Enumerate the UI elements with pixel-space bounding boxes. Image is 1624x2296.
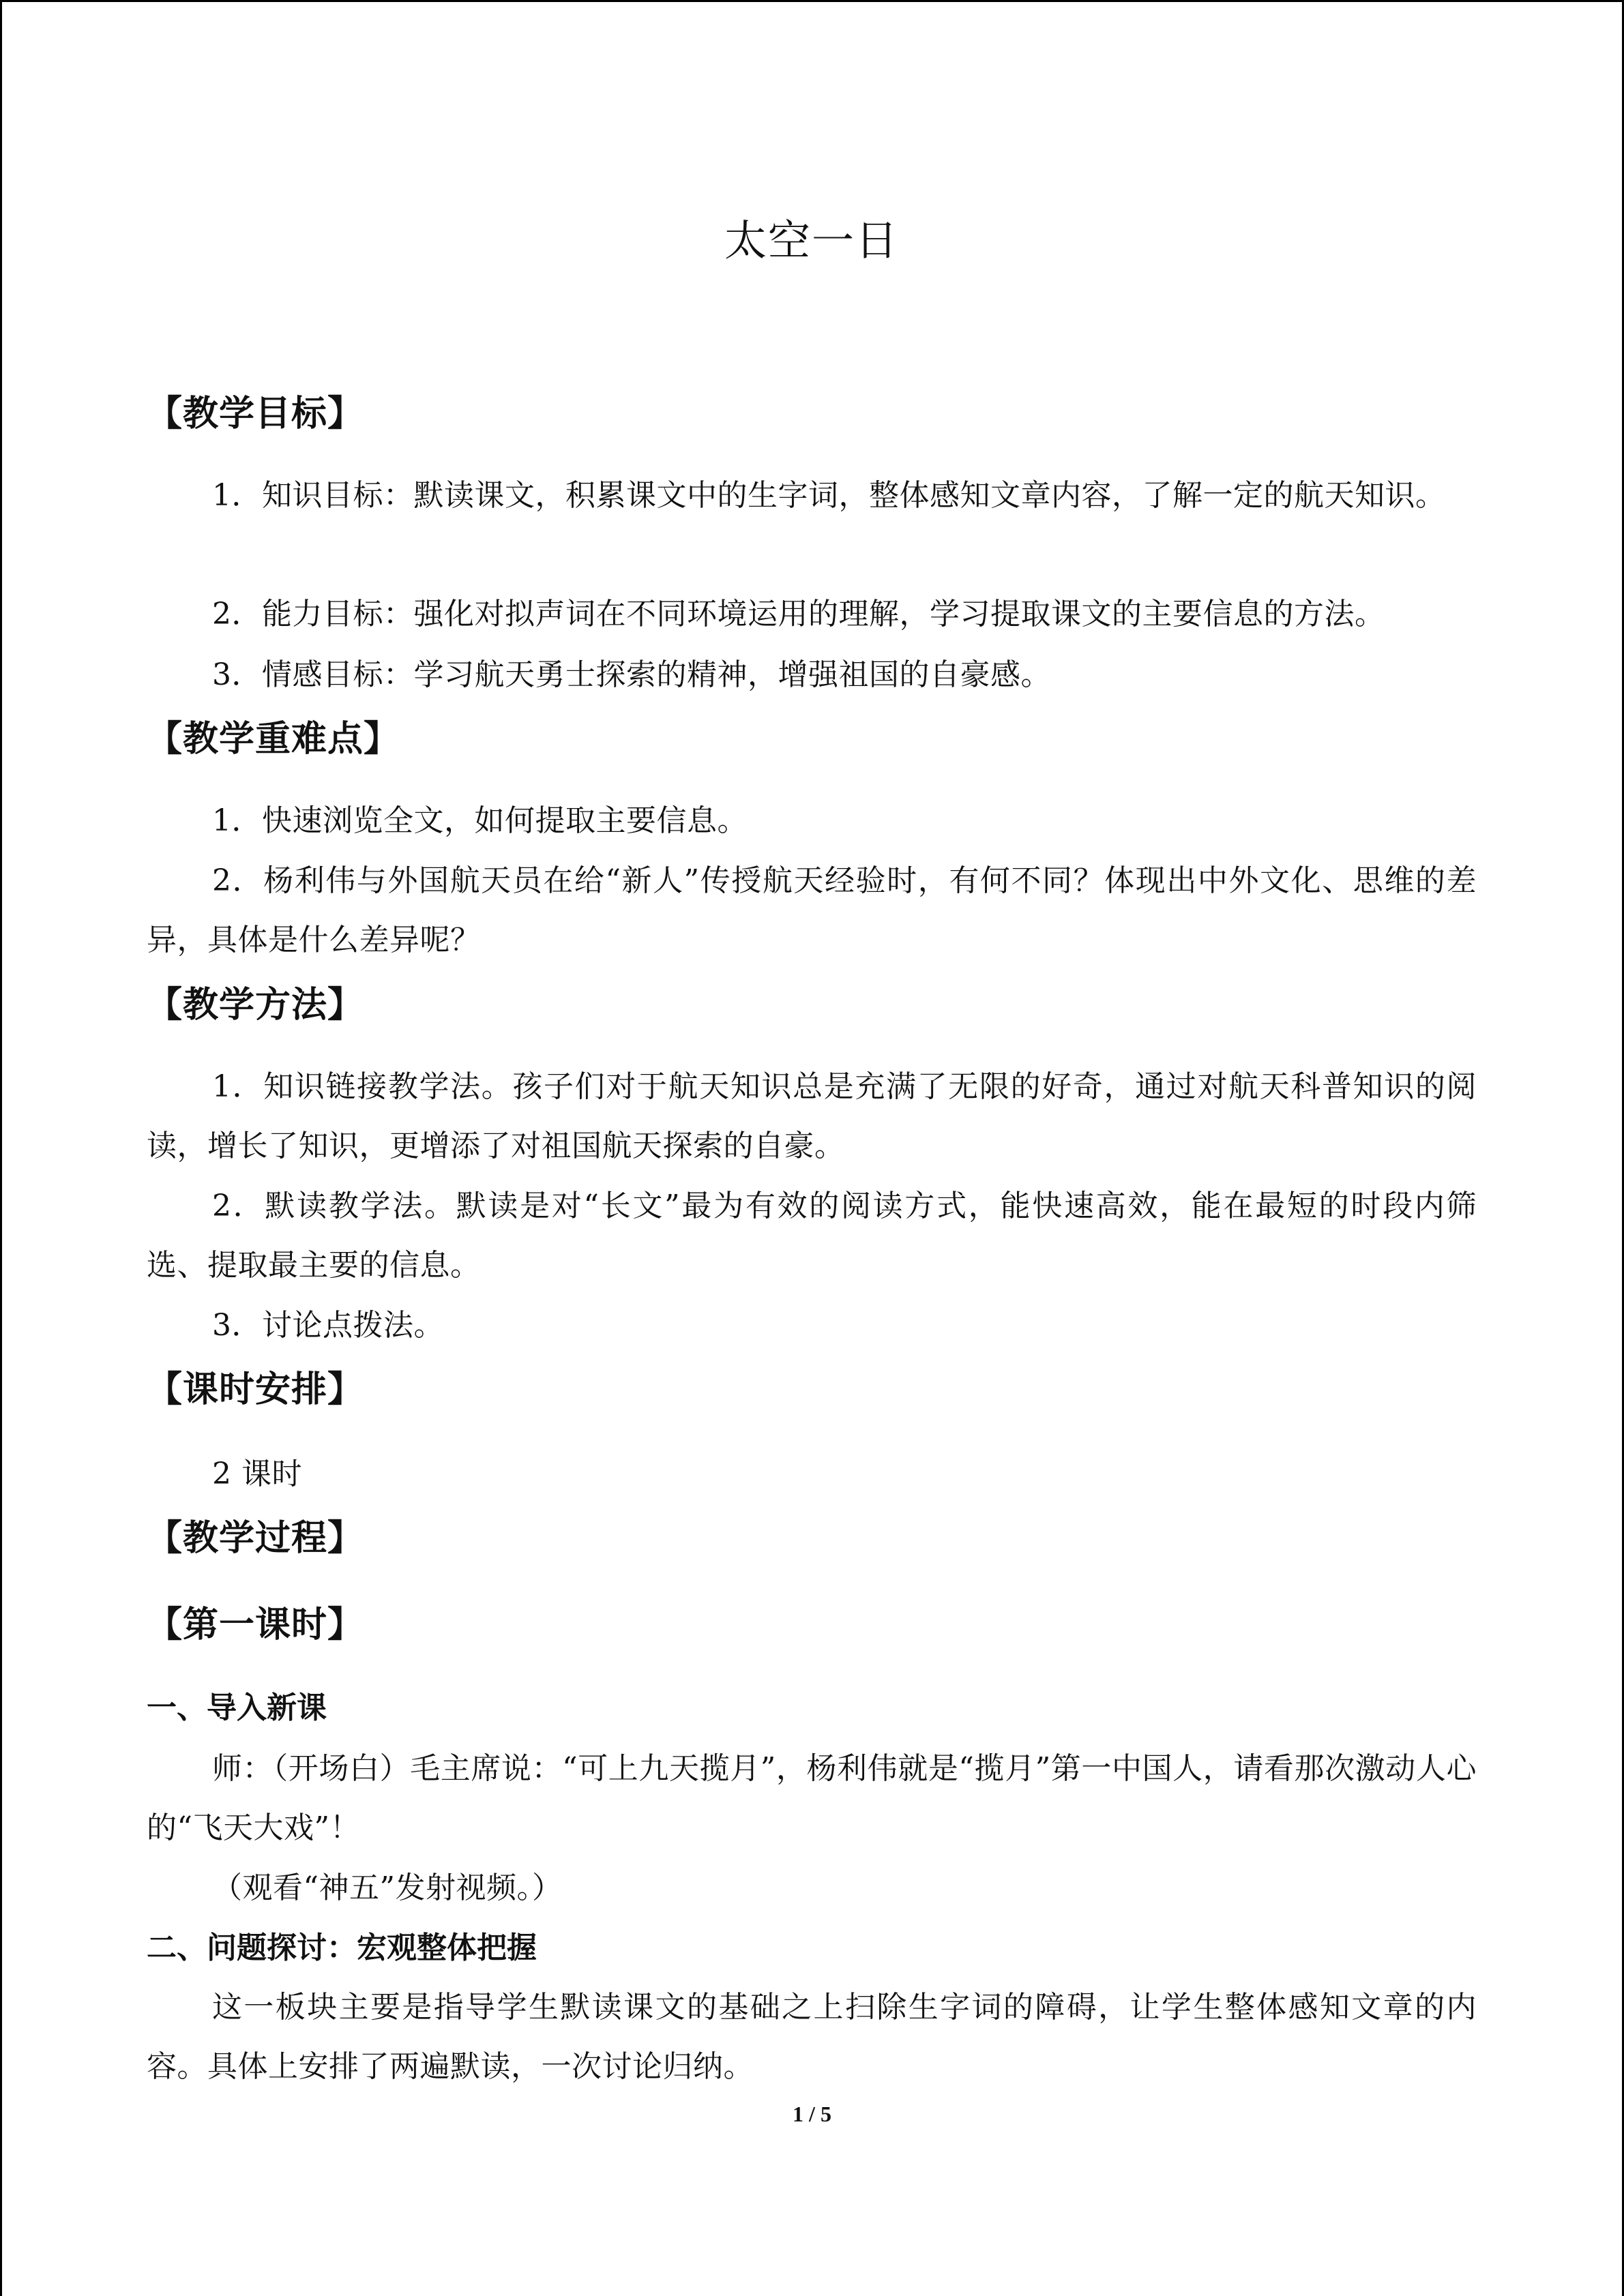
subheading-part2: 二、问题探讨：宏观整体把握 bbox=[147, 1930, 537, 1965]
part1-para-2: （观看“神五”发射视频。） bbox=[212, 1870, 563, 1905]
goal-item-1: 1．知识目标：默读课文，积累课文中的生字词，整体感知文章内容，了解一定的航天知识。 bbox=[212, 478, 1446, 513]
schedule-text: 2 课时 bbox=[212, 1457, 302, 1491]
heading-first-lesson: 【第一课时】 bbox=[147, 1605, 364, 1645]
key-point-item-1: 1．快速浏览全文，如何提取主要信息。 bbox=[212, 803, 748, 838]
goal-item-2: 2．能力目标：强化对拟声词在不同环境运用的理解，学习提取课文的主要信息的方法。 bbox=[212, 597, 1385, 631]
heading-schedule: 【课时安排】 bbox=[147, 1369, 364, 1410]
part2-para-1: 这一板块主要是指导学生默读课文的基础之上扫除生字词的障碍，让学生整体感知文章的内容。具体上安排了两遍默读，一次讨论归纳。 bbox=[147, 1990, 1477, 2084]
page-border-top bbox=[0, 0, 1624, 2]
subheading-part1: 一、导入新课 bbox=[147, 1690, 327, 1725]
heading-methods: 【教学方法】 bbox=[147, 985, 364, 1026]
page-number: 1 / 5 bbox=[793, 2102, 831, 2126]
method-item-1: 1．知识链接教学法。孩子们对于航天知识总是充满了无限的好奇，通过对航天科普知识的阅读，增长了知识，更增添了对祖国航天探索的自豪。 bbox=[147, 1069, 1477, 1163]
document-title: 太空一日 bbox=[724, 215, 899, 265]
key-point-item-2: 2．杨利伟与外国航天员在给“新人”传授航天经验时，有何不同？体现出中外文化、思维的差异，具体是什么差异呢？ bbox=[147, 863, 1477, 957]
heading-key-points: 【教学重难点】 bbox=[147, 719, 400, 760]
goal-item-3: 3．情感目标：学习航天勇士探索的精神，增强祖国的自豪感。 bbox=[212, 657, 1051, 692]
page-border-left bbox=[0, 0, 2, 2296]
method-item-3: 3．讨论点拨法。 bbox=[212, 1308, 444, 1343]
heading-process: 【教学过程】 bbox=[147, 1518, 364, 1559]
heading-teaching-goals: 【教学目标】 bbox=[147, 393, 364, 434]
part1-para-1: 师：（开场白）毛主席说：“可上九天揽月”，杨利伟就是“揽月”第一中国人，请看那次激动人心的“飞天大戏”！ bbox=[147, 1751, 1477, 1845]
method-item-2: 2．默读教学法。默读是对“长文”最为有效的阅读方式，能快速高效，能在最短的时段内筛选、提取最主要的信息。 bbox=[147, 1189, 1477, 1283]
